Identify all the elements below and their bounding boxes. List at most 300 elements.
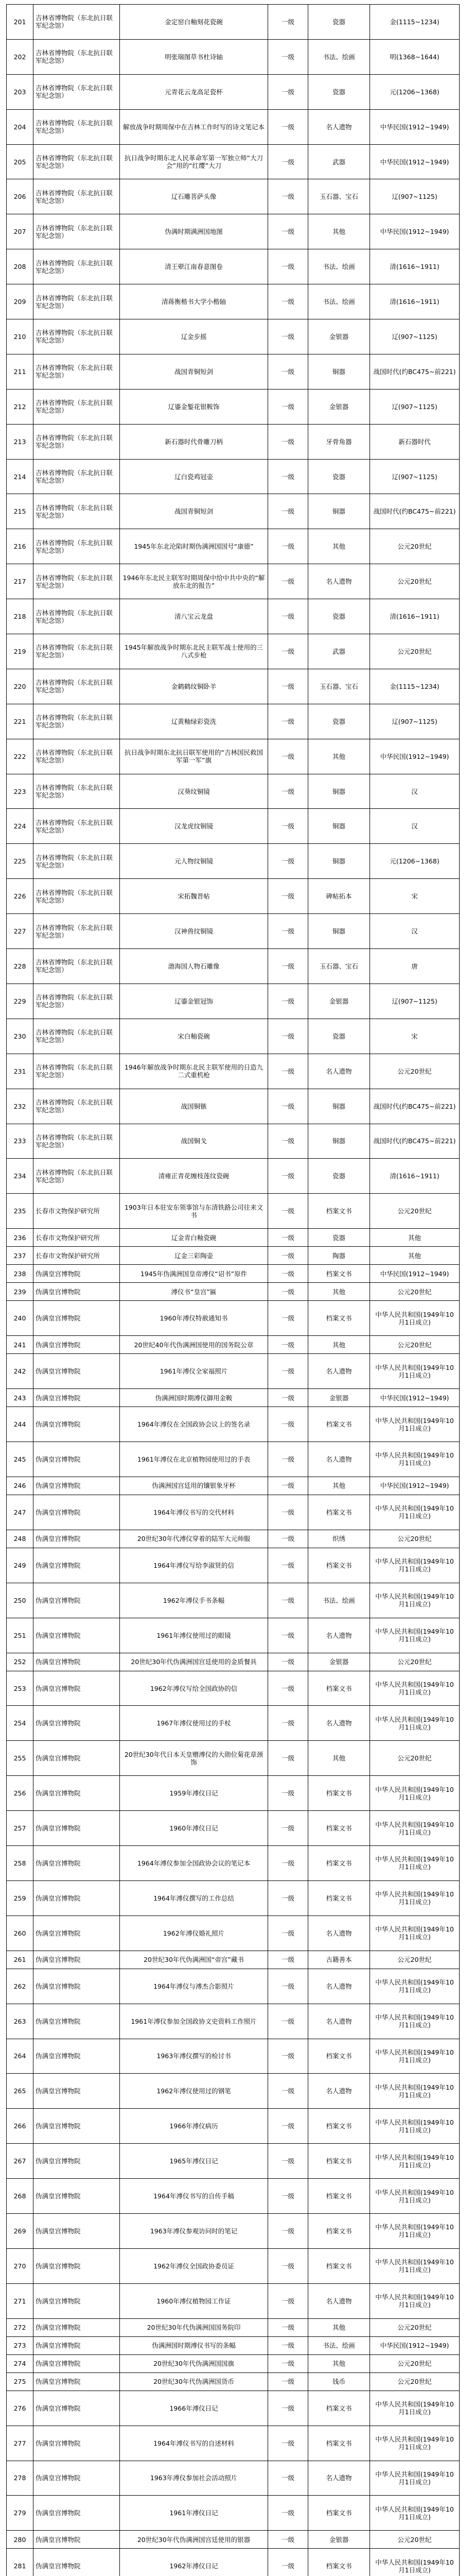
relic-era: 公元20世纪 bbox=[370, 529, 460, 564]
row-number: 223 bbox=[7, 774, 33, 809]
table-row bbox=[7, 774, 460, 809]
relic-era: 公元20世纪 bbox=[370, 2318, 460, 2336]
relic-era: 中华人民共和国(1949年10月1日成立) bbox=[370, 2004, 460, 2039]
relic-era: 中华民国(1912~1949) bbox=[370, 1389, 460, 1407]
row-number: 220 bbox=[7, 669, 33, 704]
relic-era: 中华人民共和国(1949年10月1日成立) bbox=[370, 1407, 460, 1442]
relic-grade: 一级 bbox=[268, 774, 308, 809]
relic-name: 抗日战争时期东北抗日联军使用的“吉林国民救国军第一军”旗 bbox=[120, 739, 268, 774]
relic-name: 辽金步摇 bbox=[120, 319, 268, 354]
relic-category: 金银器 bbox=[308, 1389, 370, 1407]
relic-category: 钱币 bbox=[308, 2372, 370, 2391]
relic-category: 档案文书 bbox=[308, 2248, 370, 2283]
relic-name: 1960年溥仪特赦通知书 bbox=[120, 1301, 268, 1336]
table-row bbox=[7, 144, 460, 179]
relic-grade: 一级 bbox=[268, 214, 308, 249]
relic-grade: 一级 bbox=[268, 1354, 308, 1389]
relic-era: 中华人民共和国(1949年10月1日成立) bbox=[370, 1354, 460, 1389]
relic-category: 名人遗物 bbox=[308, 109, 370, 144]
table-row bbox=[7, 1247, 460, 1265]
relic-grade: 一级 bbox=[268, 2549, 308, 2576]
row-number: 250 bbox=[7, 1583, 33, 1618]
relic-grade: 一级 bbox=[268, 739, 308, 774]
table-row bbox=[7, 2318, 460, 2336]
relic-category: 铜器 bbox=[308, 774, 370, 809]
table-row bbox=[7, 984, 460, 1019]
relic-category: 名人遗物 bbox=[308, 1054, 370, 1089]
relic-category: 金银器 bbox=[308, 2531, 370, 2549]
relic-grade: 一级 bbox=[268, 1054, 308, 1089]
row-number: 217 bbox=[7, 564, 33, 599]
row-number: 260 bbox=[7, 1916, 33, 1951]
relic-category: 名人遗物 bbox=[308, 1916, 370, 1951]
relic-grade: 一级 bbox=[268, 2354, 308, 2372]
relic-grade: 一级 bbox=[268, 1159, 308, 1194]
relic-grade: 一级 bbox=[268, 1194, 308, 1229]
table-row bbox=[7, 1019, 460, 1054]
row-number: 237 bbox=[7, 1247, 33, 1265]
relic-era: 中华人民共和国(1949年10月1日成立) bbox=[370, 1495, 460, 1530]
relic-name: 伪满时期满洲国地图 bbox=[120, 214, 268, 249]
relic-name: 20世纪30年代伪满洲国国旗 bbox=[120, 2354, 268, 2372]
row-number: 254 bbox=[7, 1706, 33, 1741]
relic-era: 中华人民共和国(1949年10月1日成立) bbox=[370, 2391, 460, 2426]
relic-era: 汉 bbox=[370, 914, 460, 949]
collection-unit: 伪满皇宫博物院 bbox=[33, 2496, 120, 2531]
table-row bbox=[7, 1969, 460, 2004]
relic-category: 牙骨角器 bbox=[308, 424, 370, 459]
relic-grade: 一级 bbox=[268, 1019, 308, 1054]
relic-grade: 一级 bbox=[268, 1301, 308, 1336]
table-row bbox=[7, 319, 460, 354]
relic-name: 辽白瓷鸡冠壶 bbox=[120, 459, 268, 494]
relic-grade: 一级 bbox=[268, 2074, 308, 2109]
table-row bbox=[7, 249, 460, 284]
relic-era: 其他 bbox=[370, 1229, 460, 1247]
collection-unit: 伪满皇宫博物院 bbox=[33, 2004, 120, 2039]
relic-category: 档案文书 bbox=[308, 1548, 370, 1583]
relic-name: 20世纪30年代溥仪穿着的陆军大元帅服 bbox=[120, 1530, 268, 1548]
relic-grade: 一级 bbox=[268, 1283, 308, 1301]
relic-grade: 一级 bbox=[268, 39, 308, 74]
table-row bbox=[7, 669, 460, 704]
collection-unit: 吉林省博物院（东北抗日联军纪念馆） bbox=[33, 284, 120, 319]
collection-unit: 吉林省博物院（东北抗日联军纪念馆） bbox=[33, 984, 120, 1019]
relic-grade: 一级 bbox=[268, 1969, 308, 2004]
collection-unit: 伪满皇宫博物院 bbox=[33, 2318, 120, 2336]
relic-grade: 一级 bbox=[268, 529, 308, 564]
relics-table-body bbox=[7, 5, 460, 2576]
row-number: 219 bbox=[7, 634, 33, 669]
relic-name: 1962年溥仪写给全国政协的信 bbox=[120, 1671, 268, 1706]
relic-era: 中华人民共和国(1949年10月1日成立) bbox=[370, 2039, 460, 2074]
relic-name: 20世纪30年代伪满洲国“帝宫”藏书 bbox=[120, 1951, 268, 1969]
relic-grade: 一级 bbox=[268, 984, 308, 1019]
table-row bbox=[7, 2461, 460, 2496]
relic-category: 其他 bbox=[308, 1336, 370, 1354]
table-row bbox=[7, 2039, 460, 2074]
table-row bbox=[7, 739, 460, 774]
relic-name: 辽鎏金银冠饰 bbox=[120, 984, 268, 1019]
row-number: 263 bbox=[7, 2004, 33, 2039]
relic-grade: 一级 bbox=[268, 2283, 308, 2318]
collection-unit: 伪满皇宫博物院 bbox=[33, 1618, 120, 1653]
table-row bbox=[7, 1159, 460, 1194]
relic-grade: 一级 bbox=[268, 844, 308, 879]
relic-era: 清(1616~1911) bbox=[370, 599, 460, 634]
collection-unit: 伪满皇宫博物院 bbox=[33, 1951, 120, 1969]
relic-name: 1963年溥仪参加社会活动照片 bbox=[120, 2461, 268, 2496]
relic-name: 抗日战争时期东北人民革命军第一军独立师“大刀会”用的“红缨”大刀 bbox=[120, 144, 268, 179]
relic-category: 武器 bbox=[308, 144, 370, 179]
relic-era: 中华人民共和国(1949年10月1日成立) bbox=[370, 2109, 460, 2144]
table-row bbox=[7, 74, 460, 109]
relic-category: 书法、绘画 bbox=[308, 284, 370, 319]
relic-grade: 一级 bbox=[268, 2461, 308, 2496]
collection-unit: 伪满皇宫博物院 bbox=[33, 1283, 120, 1301]
table-row bbox=[7, 39, 460, 74]
relic-era: 唐 bbox=[370, 949, 460, 984]
table-row bbox=[7, 1811, 460, 1846]
relic-grade: 一级 bbox=[268, 2039, 308, 2074]
table-row bbox=[7, 1741, 460, 1776]
collection-unit: 吉林省博物院（东北抗日联军纪念馆） bbox=[33, 1019, 120, 1054]
relic-era: 辽(907~1125) bbox=[370, 984, 460, 1019]
relic-name: 1967年溥仪使用过的手杖 bbox=[120, 1706, 268, 1741]
relic-category: 名人遗物 bbox=[308, 1706, 370, 1741]
relic-era: 中华民国(1912~1949) bbox=[370, 144, 460, 179]
relic-category: 碑帖拓本 bbox=[308, 879, 370, 914]
relic-grade: 一级 bbox=[268, 5, 308, 40]
row-number: 231 bbox=[7, 1054, 33, 1089]
row-number: 264 bbox=[7, 2039, 33, 2074]
table-row bbox=[7, 1583, 460, 1618]
relic-grade: 一级 bbox=[268, 1618, 308, 1653]
relic-grade: 一级 bbox=[268, 2336, 308, 2354]
relic-category: 书法、绘画 bbox=[308, 1583, 370, 1618]
relic-grade: 一级 bbox=[268, 1265, 308, 1283]
relic-name: 战国青铜短剑 bbox=[120, 354, 268, 389]
relics-table-sheet bbox=[6, 4, 459, 2576]
collection-unit: 吉林省博物院（东北抗日联军纪念馆） bbox=[33, 1124, 120, 1159]
row-number: 255 bbox=[7, 1741, 33, 1776]
relic-era: 中华人民共和国(1949年10月1日成立) bbox=[370, 2549, 460, 2576]
relic-name: 新石器时代骨雕刀柄 bbox=[120, 424, 268, 459]
relic-grade: 一级 bbox=[268, 564, 308, 599]
relic-era: 宋 bbox=[370, 1019, 460, 1054]
table-row bbox=[7, 1495, 460, 1530]
row-number: 249 bbox=[7, 1548, 33, 1583]
collection-unit: 伪满皇宫博物院 bbox=[33, 2354, 120, 2372]
row-number: 240 bbox=[7, 1301, 33, 1336]
relic-category: 名人遗物 bbox=[308, 2074, 370, 2109]
relic-grade: 一级 bbox=[268, 1880, 308, 1916]
relic-category: 玉石器、宝石 bbox=[308, 669, 370, 704]
relic-grade: 一级 bbox=[268, 2109, 308, 2144]
relic-category: 瓷器 bbox=[308, 1229, 370, 1247]
table-row bbox=[7, 2336, 460, 2354]
relic-name: 战国铜戈 bbox=[120, 1124, 268, 1159]
relic-era: 战国时代(约BC475~前221) bbox=[370, 354, 460, 389]
relic-name: 元青花云龙高足瓷杯 bbox=[120, 74, 268, 109]
relic-era: 公元20世纪 bbox=[370, 2531, 460, 2549]
relic-name: 1961年溥仪全家福照片 bbox=[120, 1354, 268, 1389]
collection-unit: 吉林省博物院（东北抗日联军纪念馆） bbox=[33, 634, 120, 669]
relic-name: 清雍正青花缠枝莲纹瓷碗 bbox=[120, 1159, 268, 1194]
relic-name: 1963年溥仪参观访问时的笔记 bbox=[120, 2213, 268, 2248]
relic-category: 铜器 bbox=[308, 809, 370, 844]
table-row bbox=[7, 1389, 460, 1407]
row-number: 216 bbox=[7, 529, 33, 564]
relic-era: 中华人民共和国(1949年10月1日成立) bbox=[370, 1706, 460, 1741]
collection-unit: 伪满皇宫博物院 bbox=[33, 2372, 120, 2391]
relic-name: 20世纪30年代日本天皇赠溥仪的大勋位菊花章颈饰 bbox=[120, 1741, 268, 1776]
table-row bbox=[7, 529, 460, 564]
relic-era: 中华民国(1912~1949) bbox=[370, 214, 460, 249]
relic-era: 公元20世纪 bbox=[370, 1194, 460, 1229]
relic-category: 书法、绘画 bbox=[308, 39, 370, 74]
relic-category: 铜器 bbox=[308, 494, 370, 529]
relic-era: 明(1368~1644) bbox=[370, 39, 460, 74]
relic-era: 中华民国(1912~1949) bbox=[370, 1477, 460, 1495]
relic-era: 中华人民共和国(1949年10月1日成立) bbox=[370, 1880, 460, 1916]
relic-category: 名人遗物 bbox=[308, 1969, 370, 2004]
relic-category: 名人遗物 bbox=[308, 564, 370, 599]
table-row bbox=[7, 2391, 460, 2426]
row-number: 206 bbox=[7, 179, 33, 214]
collection-unit: 吉林省博物院（东北抗日联军纪念馆） bbox=[33, 354, 120, 389]
relic-name: 宋白釉瓷碗 bbox=[120, 1019, 268, 1054]
relic-grade: 一级 bbox=[268, 1741, 308, 1776]
relic-category: 名人遗物 bbox=[308, 2461, 370, 2496]
table-row bbox=[7, 1776, 460, 1811]
relic-grade: 一级 bbox=[268, 1124, 308, 1159]
relic-grade: 一级 bbox=[268, 809, 308, 844]
relic-name: 元人物纹铜镜 bbox=[120, 844, 268, 879]
table-row bbox=[7, 354, 460, 389]
relic-grade: 一级 bbox=[268, 2179, 308, 2214]
relic-name: 战国铜镞 bbox=[120, 1089, 268, 1124]
relic-era: 金(1115~1234) bbox=[370, 5, 460, 40]
row-number: 270 bbox=[7, 2248, 33, 2283]
relic-category: 档案文书 bbox=[308, 2391, 370, 2426]
relic-name: 辽石雕菩萨头像 bbox=[120, 179, 268, 214]
relic-name: 1964年溥仪与溥杰合影照片 bbox=[120, 1969, 268, 2004]
row-number: 201 bbox=[7, 5, 33, 40]
relic-category: 玉石器、宝石 bbox=[308, 949, 370, 984]
relic-category: 其他 bbox=[308, 1741, 370, 1776]
relic-grade: 一级 bbox=[268, 1530, 308, 1548]
collection-unit: 吉林省博物院（东北抗日联军纪念馆） bbox=[33, 424, 120, 459]
table-row bbox=[7, 1916, 460, 1951]
relic-category: 瓷器 bbox=[308, 704, 370, 739]
relic-name: 渤海国人物石雕像 bbox=[120, 949, 268, 984]
row-number: 227 bbox=[7, 914, 33, 949]
relic-name: 明张瑞图草书杜诗轴 bbox=[120, 39, 268, 74]
relic-grade: 一级 bbox=[268, 914, 308, 949]
relic-name: 1945年解放战争时期东北民主联军战士使用的三八式步枪 bbox=[120, 634, 268, 669]
relic-grade: 一级 bbox=[268, 354, 308, 389]
relic-grade: 一级 bbox=[268, 459, 308, 494]
relic-name: 1964年溥仪撰写的工作总结 bbox=[120, 1880, 268, 1916]
collection-unit: 伪满皇宫博物院 bbox=[33, 2248, 120, 2283]
table-row bbox=[7, 879, 460, 914]
collection-unit: 长春市文物保护研究所 bbox=[33, 1229, 120, 1247]
relic-name: 1945年伪满洲国皇帝溥仪“诏书”原件 bbox=[120, 1265, 268, 1283]
relic-name: 清王翚江南春意图卷 bbox=[120, 249, 268, 284]
relic-grade: 一级 bbox=[268, 2531, 308, 2549]
relic-name: 汉神兽纹铜镜 bbox=[120, 914, 268, 949]
row-number: 261 bbox=[7, 1951, 33, 1969]
relic-era: 公元20世纪 bbox=[370, 1054, 460, 1089]
table-row bbox=[7, 1124, 460, 1159]
row-number: 266 bbox=[7, 2109, 33, 2144]
relic-grade: 一级 bbox=[268, 1653, 308, 1671]
relic-era: 清(1616~1911) bbox=[370, 284, 460, 319]
row-number: 222 bbox=[7, 739, 33, 774]
relic-name: 溥仪书“皇宫”匾 bbox=[120, 1283, 268, 1301]
collection-unit: 伪满皇宫博物院 bbox=[33, 2213, 120, 2248]
relic-grade: 一级 bbox=[268, 599, 308, 634]
row-number: 232 bbox=[7, 1089, 33, 1124]
table-row bbox=[7, 809, 460, 844]
relic-category: 档案文书 bbox=[308, 2549, 370, 2576]
relic-grade: 一级 bbox=[268, 74, 308, 109]
collection-unit: 伪满皇宫博物院 bbox=[33, 1776, 120, 1811]
relic-grade: 一级 bbox=[268, 2248, 308, 2283]
relic-era: 中华人民共和国(1949年10月1日成立) bbox=[370, 2179, 460, 2214]
relic-grade: 一级 bbox=[268, 1089, 308, 1124]
row-number: 241 bbox=[7, 1336, 33, 1354]
relic-era: 中华人民共和国(1949年10月1日成立) bbox=[370, 1618, 460, 1653]
table-row bbox=[7, 5, 460, 40]
relic-grade: 一级 bbox=[268, 879, 308, 914]
row-number: 230 bbox=[7, 1019, 33, 1054]
collection-unit: 吉林省博物院（东北抗日联军纪念馆） bbox=[33, 1089, 120, 1124]
table-row bbox=[7, 2144, 460, 2179]
row-number: 224 bbox=[7, 809, 33, 844]
collection-unit: 伪满皇宫博物院 bbox=[33, 1354, 120, 1389]
relic-name: 伪满洲国宫廷用的镶银象牙杯 bbox=[120, 1477, 268, 1495]
relic-era: 中华人民共和国(1949年10月1日成立) bbox=[370, 2426, 460, 2461]
relic-category: 武器 bbox=[308, 634, 370, 669]
row-number: 273 bbox=[7, 2336, 33, 2354]
table-row bbox=[7, 214, 460, 249]
relic-category: 名人遗物 bbox=[308, 2283, 370, 2318]
relic-category: 档案文书 bbox=[308, 1880, 370, 1916]
relic-name: 1966年溥仪病历 bbox=[120, 2109, 268, 2144]
row-number: 203 bbox=[7, 74, 33, 109]
relic-era: 中华人民共和国(1949年10月1日成立) bbox=[370, 2144, 460, 2179]
collection-unit: 伪满皇宫博物院 bbox=[33, 1811, 120, 1846]
relic-era: 元(1206~1368) bbox=[370, 844, 460, 879]
relic-name: 1903年日本驻安东领事馆与东清铁路公司往来文书 bbox=[120, 1194, 268, 1229]
table-row bbox=[7, 2283, 460, 2318]
table-row bbox=[7, 1054, 460, 1089]
table-row bbox=[7, 2004, 460, 2039]
row-number: 269 bbox=[7, 2213, 33, 2248]
row-number: 257 bbox=[7, 1811, 33, 1846]
relic-era: 中华人民共和国(1949年10月1日成立) bbox=[370, 1776, 460, 1811]
row-number: 228 bbox=[7, 949, 33, 984]
table-row bbox=[7, 424, 460, 459]
relic-grade: 一级 bbox=[268, 389, 308, 424]
relic-name: 20世纪30年代伪满洲国国务院印 bbox=[120, 2318, 268, 2336]
relic-grade: 一级 bbox=[268, 1846, 308, 1881]
row-number: 248 bbox=[7, 1530, 33, 1548]
relic-grade: 一级 bbox=[268, 179, 308, 214]
relic-era: 中华民国(1912~1949) bbox=[370, 739, 460, 774]
collection-unit: 伪满皇宫博物院 bbox=[33, 1969, 120, 2004]
relic-name: 汉龙虎纹铜镜 bbox=[120, 809, 268, 844]
relic-name: 宋拓魏晋帖 bbox=[120, 879, 268, 914]
collection-unit: 吉林省博物院（东北抗日联军纪念馆） bbox=[33, 74, 120, 109]
relic-name: 金定窑白釉刻花瓷碗 bbox=[120, 5, 268, 40]
relic-era: 公元20世纪 bbox=[370, 1741, 460, 1776]
table-row bbox=[7, 1407, 460, 1442]
collection-unit: 伪满皇宫博物院 bbox=[33, 2039, 120, 2074]
collection-unit: 伪满皇宫博物院 bbox=[33, 1653, 120, 1671]
table-row bbox=[7, 2549, 460, 2576]
relic-era: 公元20世纪 bbox=[370, 1336, 460, 1354]
relic-category: 铜器 bbox=[308, 1089, 370, 1124]
collection-unit: 伪满皇宫博物院 bbox=[33, 2074, 120, 2109]
relic-grade: 一级 bbox=[268, 2391, 308, 2426]
table-row bbox=[7, 1671, 460, 1706]
relic-grade: 一级 bbox=[268, 1811, 308, 1846]
relic-category: 档案文书 bbox=[308, 1671, 370, 1706]
relic-name: 1961年溥仪在北京植物园使用过的手表 bbox=[120, 1442, 268, 1477]
row-number: 272 bbox=[7, 2318, 33, 2336]
row-number: 247 bbox=[7, 1495, 33, 1530]
row-number: 253 bbox=[7, 1671, 33, 1706]
row-number: 225 bbox=[7, 844, 33, 879]
relic-grade: 一级 bbox=[268, 1706, 308, 1741]
table-row bbox=[7, 494, 460, 529]
relic-category: 铜器 bbox=[308, 914, 370, 949]
relic-name: 1961年溥仪参加全国政协文史资料工作照片 bbox=[120, 2004, 268, 2039]
table-row bbox=[7, 1336, 460, 1354]
relic-grade: 一级 bbox=[268, 634, 308, 669]
row-number: 276 bbox=[7, 2391, 33, 2426]
relic-category: 名人遗物 bbox=[308, 2004, 370, 2039]
collection-unit: 长春市文物保护研究所 bbox=[33, 1247, 120, 1265]
relic-grade: 一级 bbox=[268, 2426, 308, 2461]
relic-category: 瓷器 bbox=[308, 599, 370, 634]
relic-name: 1961年溥仪日记 bbox=[120, 2496, 268, 2531]
collection-unit: 吉林省博物院（东北抗日联军纪念馆） bbox=[33, 669, 120, 704]
row-number: 234 bbox=[7, 1159, 33, 1194]
relic-name: 辽鎏金錾花银鞍饰 bbox=[120, 389, 268, 424]
collection-unit: 伪满皇宫博物院 bbox=[33, 2531, 120, 2549]
relic-category: 档案文书 bbox=[308, 1265, 370, 1283]
table-row bbox=[7, 704, 460, 739]
relic-name: 1960年溥仪日记 bbox=[120, 1811, 268, 1846]
row-number: 204 bbox=[7, 109, 33, 144]
table-row bbox=[7, 1283, 460, 1301]
collection-unit: 吉林省博物院（东北抗日联军纪念馆） bbox=[33, 599, 120, 634]
relic-category: 古籍善本 bbox=[308, 1951, 370, 1969]
relic-category: 档案文书 bbox=[308, 2213, 370, 2248]
relic-era: 辽(907~1125) bbox=[370, 319, 460, 354]
relic-era: 中华人民共和国(1949年10月1日成立) bbox=[370, 1811, 460, 1846]
relic-name: 伪满洲国时期溥仪书写的条幅 bbox=[120, 2336, 268, 2354]
relic-era: 清(1616~1911) bbox=[370, 249, 460, 284]
relic-era: 中华人民共和国(1949年10月1日成立) bbox=[370, 1442, 460, 1477]
row-number: 274 bbox=[7, 2354, 33, 2372]
relic-grade: 一级 bbox=[268, 424, 308, 459]
relic-category: 瓷器 bbox=[308, 1019, 370, 1054]
